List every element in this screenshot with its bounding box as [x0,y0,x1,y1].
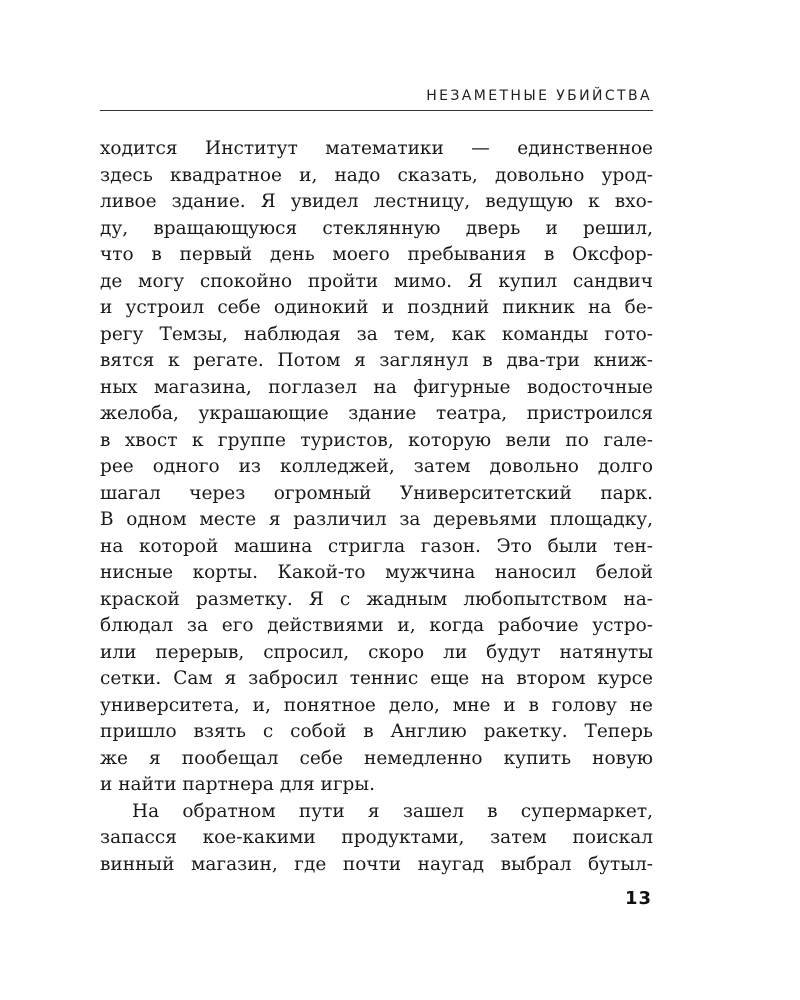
text-line: рее одного из колледжей, затем довольно долго [100,456,653,477]
text-line: запасся кое-какими продуктами, затем поискал [100,827,653,848]
text-line: и устроил себе одинокий и поздний пикник на бе- [100,297,653,318]
text-line: на которой машина стригла газон. Это были тен- [100,535,653,557]
text-line: пришло взять с собой в Англию ракетку. Теперь [100,721,653,742]
text-line: винный магазин, где почти наугад выбрал бутыл- [100,853,653,875]
header-rule [100,110,653,111]
text-line: де могу спокойно пройти мимо. Я купил сандвич [100,270,653,292]
paragraph-end-line: и найти партнера для игры. [100,774,375,795]
text-line: ных магазина, поглазел на фигурные водосточные [100,376,653,398]
text-line: университета, и, понятное дело, мне и в голову не [100,694,653,716]
paragraph-start-line: На обратном пути я зашел в супермаркет, [132,800,653,822]
text-line: краской разметку. Я с жадным любопытством на- [100,588,653,610]
text-line: же я пообещал себе немедленно купить новую [100,747,653,769]
text-line: регу Темзы, наблюдая за тем, как команды гото- [100,323,653,345]
text-line: блюдал за его действиями и, когда рабочие устро- [100,615,653,636]
text-line: или перерыв, спросил, скоро ли будут натянуты [100,641,653,663]
text-line: сетки. Сам я забросил теннис еще на втором курсе [100,668,653,689]
text-line: ходится Институт математики — единственное [100,138,653,159]
body-text [100,136,653,878]
page-number: 13 [624,888,652,909]
text-line: ливое здание. Я увидел лестницу, ведущую к вхо- [100,191,653,212]
text-line: здесь квадратное и, надо сказать, довольно урод- [100,164,653,186]
running-header-title: НЕЗАМЕТНЫЕ УБИЙСТВА [426,88,652,104]
text-line: в хвост к группе туристов, которую вели по гале- [100,429,653,451]
text-line: желоба, украшающие здание театра, пристроился [100,403,653,424]
text-line: нисные корты. Какой-то мужчина наносил белой [100,562,653,583]
text-line: что в первый день моего пребывания в Оксфор- [100,244,653,265]
text-line: шагал через огромный Университетский парк. [100,482,653,504]
text-line: ду, вращающуюся стеклянную дверь и решил, [100,217,653,239]
text-line: В одном месте я различил за деревьями площадку, [100,509,653,530]
text-line: вятся к регате. Потом я заглянул в два-три книж- [100,350,653,371]
